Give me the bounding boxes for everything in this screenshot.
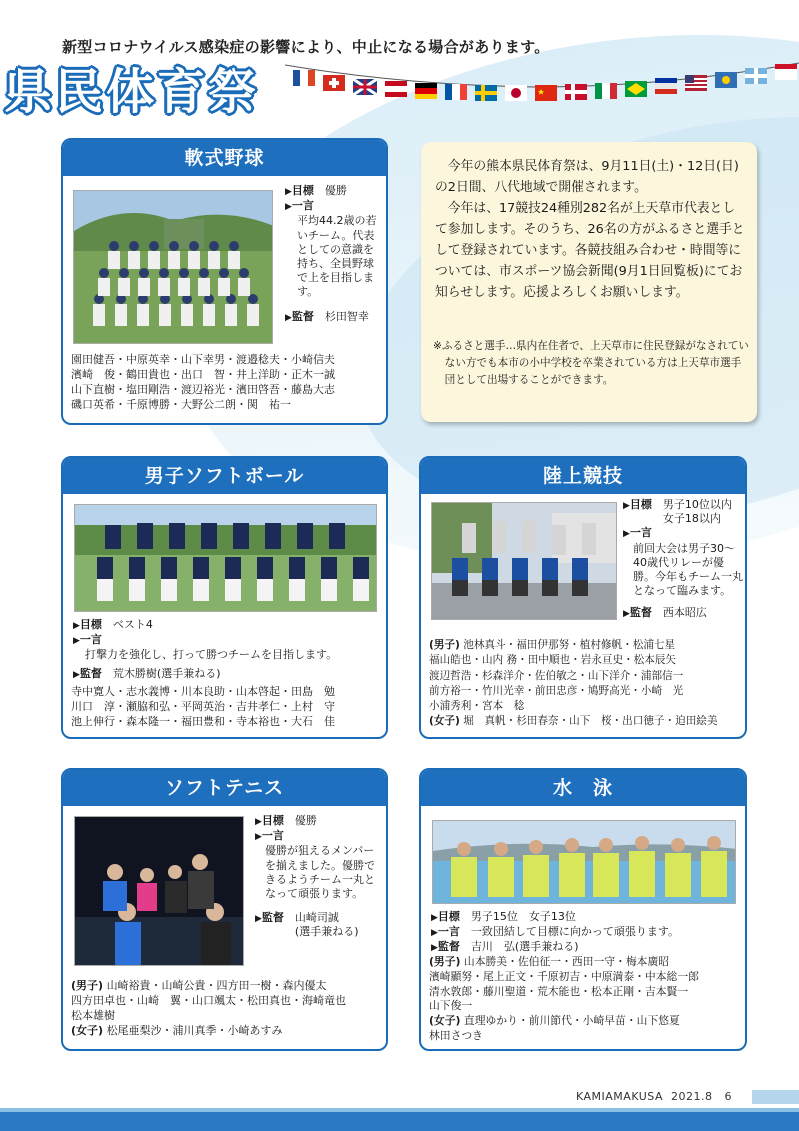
coach-name: 山崎司誠 (選手兼ねる) (294, 911, 359, 939)
flag-icon (293, 70, 315, 86)
coach-name: 吉川 弘(選手兼ねる) (470, 940, 579, 954)
coach-label: 監督 (79, 666, 102, 680)
women-label: (女子) (429, 1014, 461, 1028)
member-line: 福山皓也・山内 務・田中順也・岩永亘史・松本辰矢 (429, 654, 677, 667)
softball-card: 男子ソフトボール ▶目標 ベスト4 ▶一言 打撃力を強化し、打って勝つチームを目指します。 ▶監督 荒木勝樹(選手兼ねる) 寺中寛人・志水義博・川本良助・山本啓起・田島 勉 川口 淳・瀬脇和弘・平岡英治・吉井孝仁・上村 守 池上伸行・森本隆一・福田豊和・寺本裕也・大石 佳 (61, 456, 388, 739)
member-list (71, 684, 335, 729)
baseball-card: 軟式野球 ▶目標 優勝 ▶一言 平均44.2歳の若いチーム。代表としての意識を持ち、全員野球で上を目指します。 ▶監督 杉田智幸 園田健吾・中原英幸・山下幸男・渡邉稔夫・小崎信夫 濱崎 俊・鶴田貴也・出口 智・井上洋助・正木一誠 山下直樹・塩田剛浩・渡辺裕光・濱田啓吾・藤島大志 磯口英希・千原博勝・大野公二朗・関 祐一 (61, 138, 388, 425)
member-line: 渡辺哲浩・杉森洋介・佐伯敏之・山下洋介・浦部信一 (429, 669, 684, 682)
men-label: (男子) (71, 979, 104, 992)
goal-value: 男子10位以内 女子18以内 (662, 498, 732, 526)
goal-label: 目標 (437, 910, 460, 923)
women-label: (女子) (71, 1024, 104, 1037)
bunting-flags-decoration (285, 55, 799, 135)
intro-text (435, 156, 745, 303)
footer-tab (752, 1090, 799, 1104)
page-number: 6 (724, 1090, 733, 1103)
team-photo (432, 820, 736, 904)
men-label: (男子) (429, 639, 460, 651)
member-line: 磯口英希・千原博勝・大野公二朗・関 祐一 (71, 398, 291, 411)
goal-value: 優勝 (294, 814, 317, 827)
goal-label: 目標 (79, 618, 102, 631)
member-line: 池上伸行・森本隆一・福田豊和・寺本裕也・大石 佳 (71, 715, 335, 728)
comment-text: 平均44.2歳の若いチーム。代表としての意識を持ち、全員野球で上を目指します。 (297, 214, 377, 299)
comment-text: 優勝が狙えるメンバーを揃えました。優勝できるようチーム一丸となって頑張ります。 (265, 844, 375, 901)
issue-date: 2021.8 (671, 1090, 713, 1103)
athletics-card: 陸上競技 ▶目標 男子10位以内 女子18以内 ▶一言 前回大会は男子30～40歳代リレーが優勝。今年もチーム一丸となって臨みます。 ▶監督 西本昭広 (男子) 池林真斗・福田伊那努・植村修帆・松浦七星 福山皓也・山内 務・田中順也・岩永亘史・松本辰矢 渡辺哲浩・杉森洋介・佐伯敏之・山下洋介・浦部信一 前方裕一・竹川光幸・前田忠彦・鳩野高光・小崎 光 小浦秀利・宮本 稔 (女子) 堀 真帆・杉田春奈・山下 桜・出口徳子・迫田絵美 (419, 456, 747, 739)
comment-text: 打撃力を強化し、打って勝つチームを目指します。 (85, 648, 338, 662)
member-line: 林田さつき (429, 1028, 483, 1042)
goal-label: 目標 (291, 184, 314, 197)
member-line: 直理ゆかり・前川節代・小崎早苗・山下悠夏 (463, 1014, 680, 1028)
soft-tennis-card: ソフトテニス ▶目標 優勝 ▶一言 優勝が狙えるメンバーを揃えました。優勝できるようチーム一丸となって頑張ります。 ▶監督 山崎司誠 (選手兼ねる) (男子) 山崎裕貴・山崎公貴・四方田一樹・森内優太 四方田卓也・山崎 翼・山口颯太・松田真也・海崎竜也 松本雄樹 (女子) 松尾亜梨沙・浦川真季・小崎あすみ (61, 768, 388, 1051)
comment-text: 前回大会は男子30～40歳代リレーが優勝。今年もチーム一丸となって臨みます。 (633, 541, 743, 598)
cancellation-notice: 新型コロナウイルス感染症の影響により、中止になる場合があります。 (62, 38, 550, 56)
goal-value: ベスト4 (112, 618, 153, 631)
magazine-name: KAMIAMAKUSA (576, 1090, 664, 1103)
team-photo (74, 816, 244, 966)
card-title: 陸上競技 (421, 458, 745, 494)
page-title: 県民体育祭 (4, 64, 260, 120)
card-title: ソフトテニス (63, 770, 386, 806)
member-line: 濱崎 俊・鶴田貴也・出口 智・井上洋助・正木一誠 (71, 368, 335, 381)
intro-note (421, 142, 757, 422)
member-line: 池林真斗・福田伊那努・植村修帆・松浦七星 (463, 639, 676, 651)
member-line: 川口 淳・瀬脇和弘・平岡英治・吉井孝仁・上村 守 (71, 700, 335, 713)
goal-label: 目標 (629, 498, 652, 511)
hometown-player-note: ※ふるさと選手…県内在住者で、上天草市に住民登録がなされていない方でも本市の小中学校を卒業されている方は上天草市選手団として出場することができます。 (433, 340, 749, 386)
member-line: 松本雄樹 (71, 1009, 115, 1022)
member-line: 寺中寛人・志水義博・川本良助・山本啓起・田島 勉 (71, 685, 335, 698)
coach-label: 監督 (437, 940, 460, 954)
comment-label: 一言 (629, 526, 652, 540)
member-line: 小浦秀利・宮本 稔 (429, 700, 525, 713)
member-list (71, 352, 335, 412)
member-list (429, 955, 699, 1044)
member-line: 山下直樹・塩田剛浩・渡辺裕光・濱田啓吾・藤島大志 (71, 383, 335, 396)
comment-label: 一言 (437, 925, 460, 939)
team-photo (431, 502, 617, 620)
card-title: 男子ソフトボール (63, 458, 386, 494)
member-line: 山本勝美・佐伯征一・西田一守・梅本廣昭 (463, 955, 670, 968)
team-photo (74, 504, 377, 612)
coach-label: 監督 (629, 606, 652, 620)
coach-name: 荒木勝樹(選手兼ねる) (112, 666, 221, 680)
team-photo (73, 190, 273, 344)
member-line: 山下俊一 (429, 999, 473, 1013)
men-label: (男子) (429, 955, 461, 968)
comment-label: 一言 (261, 829, 284, 843)
member-line: 四方田卓也・山崎 翼・山口颯太・松田真也・海崎竜也 (71, 994, 346, 1007)
coach-label: 監督 (261, 911, 284, 925)
member-line: 山崎裕貴・山崎公貴・四方田一樹・森内優太 (106, 979, 327, 992)
coach-name: 西本昭広 (662, 606, 707, 620)
goal-value: 優勝 (324, 184, 347, 197)
member-line: 前方裕一・竹川光幸・前田忠彦・鳩野高光・小崎 光 (429, 684, 684, 697)
member-line: 濱崎顯努・尾上正文・千原初吉・中原満泰・中本総一郎 (429, 969, 699, 983)
goal-label: 目標 (261, 814, 284, 827)
member-list (429, 638, 718, 730)
card-title: 軟式野球 (63, 140, 386, 176)
coach-label: 監督 (291, 309, 314, 323)
intro-paragraph-2: 今年は、17競技24種別282名が上天草市代表として参加します。そのうち、26名の方がふるさと選手として登録されています。各競技組み合わせ・時間等については、市スポーツ協会新聞(9月1日回覧板)にてお知らせします。応援よろしくお願いします。 (435, 201, 745, 300)
member-line: 清水敦郎・藤川聖道・荒木能也・松本正剛・吉本賢一 (429, 984, 689, 998)
swimming-card: 水 泳 ▶目標 男子15位 女子13位 ▶一言 一致団結して目標に向かって頑張ります。 ▶監督 吉川 弘(選手兼ねる) (男子) 山本勝美・佐伯征一・西田一守・梅本廣昭 濱崎顯努・尾上正文・千原初吉・中原満泰・中本総一郎 清水敦郎・藤川聖道・荒木能也・松本正剛・吉本賢一 山下俊一 (女子) 直理ゆかり・前川節代・小崎早苗・山下悠夏 林田さつき (419, 768, 747, 1051)
coach-name: 杉田智幸 (324, 309, 369, 323)
intro-paragraph-1: 今年の熊本県民体育祭は、9月11日(土)・12日(日)の2日間、八代地域で開催されます。 (435, 159, 739, 195)
comment-label: 一言 (291, 199, 314, 213)
member-line: 松尾亜梨沙・浦川真季・小崎あすみ (106, 1024, 283, 1037)
goal-value: 男子15位 女子13位 (470, 910, 576, 923)
page-footer (576, 1090, 732, 1103)
member-list (71, 978, 346, 1038)
member-line: 堀 真帆・杉田春奈・山下 桜・出口徳子・迫田絵美 (463, 715, 718, 728)
card-title: 水 泳 (421, 770, 745, 806)
comment-label: 一言 (79, 633, 102, 647)
footer-bar (0, 1112, 799, 1131)
women-label: (女子) (429, 715, 460, 728)
comment-text: 一致団結して目標に向かって頑張ります。 (470, 925, 680, 939)
member-line: 園田健吾・中原英幸・山下幸男・渡邉稔夫・小崎信夫 (71, 353, 335, 366)
